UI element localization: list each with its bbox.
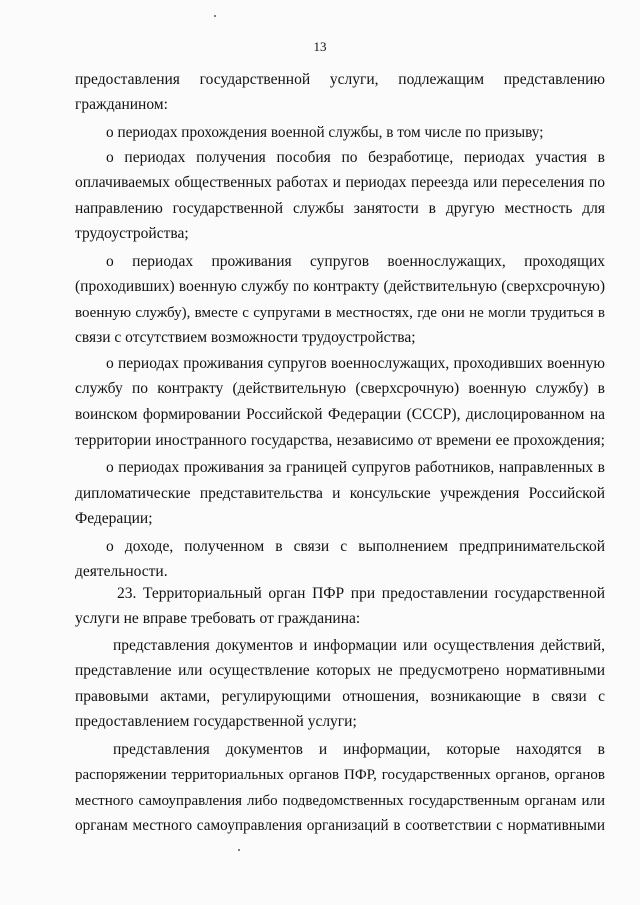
text-line: воинском формировании Российской Федерации (СССР), дислоцированном на	[75, 406, 605, 423]
text-line: направлению государственной службы занятости в другую местность для	[75, 200, 605, 217]
text-line: правовыми актами, регулирующими отношения, возникающие в связи с	[75, 688, 605, 705]
text-line: дипломатические представительства и консульские учреждения Российской	[75, 485, 605, 502]
text-line: службу по контракту (действительную (сверхсрочную) военную службу) в	[75, 380, 605, 397]
text-line: предоставлением государственной услуги;	[75, 713, 357, 730]
text-line: представления документов и информации, которые находятся в	[113, 741, 605, 758]
text-line: представление или осуществление которых не предусмотрено нормативными	[75, 662, 605, 679]
text-line: 23. Территориальный орган ПФР при предоставлении государственной	[117, 585, 605, 602]
text-line: услуги не вправе требовать от гражданина:	[75, 610, 361, 627]
text-line: (проходивших) военную службу по контракту (действительную (сверхсрочную)	[75, 278, 605, 295]
text-line: предоставления государственной услуги, подлежащим представлению	[75, 71, 605, 88]
text-line: органам местного самоуправления организаций в соответствии с нормативными	[75, 817, 605, 834]
text-line: оплачиваемых общественных работах и периодах переезда или переселения по	[75, 174, 605, 191]
scan-speck	[214, 15, 216, 17]
text-line: территории иностранного государства, независимо от времени ее прохождения;	[75, 432, 605, 449]
page-number: 13	[313, 39, 327, 54]
text-line: деятельности.	[75, 563, 168, 580]
text-line: Федерации;	[75, 510, 153, 527]
text-line: о периодах проживания супругов военнослужащих, проходивших военную	[106, 355, 605, 372]
text-line: местного самоуправления либо подведомственных государственным органам или	[75, 793, 605, 809]
text-line: о периодах проживания за границей супругов работников, направленных в	[106, 459, 605, 476]
text-line: военную службу), вместе с супругами в местностях, где они не могли трудиться в	[75, 305, 605, 321]
text-line: о доходе, полученном в связи с выполнением предпринимательской	[106, 538, 605, 555]
text-line: о периодах проживания супругов военнослужащих, проходящих	[106, 253, 605, 270]
text-line: о периодах прохождения военной службы, в том числе по призыву;	[106, 124, 544, 141]
text-line: распоряжении территориальных органов ПФР, государственных органов, органов	[75, 767, 605, 783]
text-line: о периодах получения пособия по безработице, периодах участия в	[106, 149, 605, 166]
scan-speck	[238, 849, 240, 851]
text-line: трудоустройства;	[75, 225, 189, 242]
text-line: гражданином:	[75, 96, 168, 113]
text-line: представления документов и информации или осуществления действий,	[113, 637, 605, 654]
text-line: связи с отсутствием возможности трудоустройства;	[75, 329, 416, 346]
